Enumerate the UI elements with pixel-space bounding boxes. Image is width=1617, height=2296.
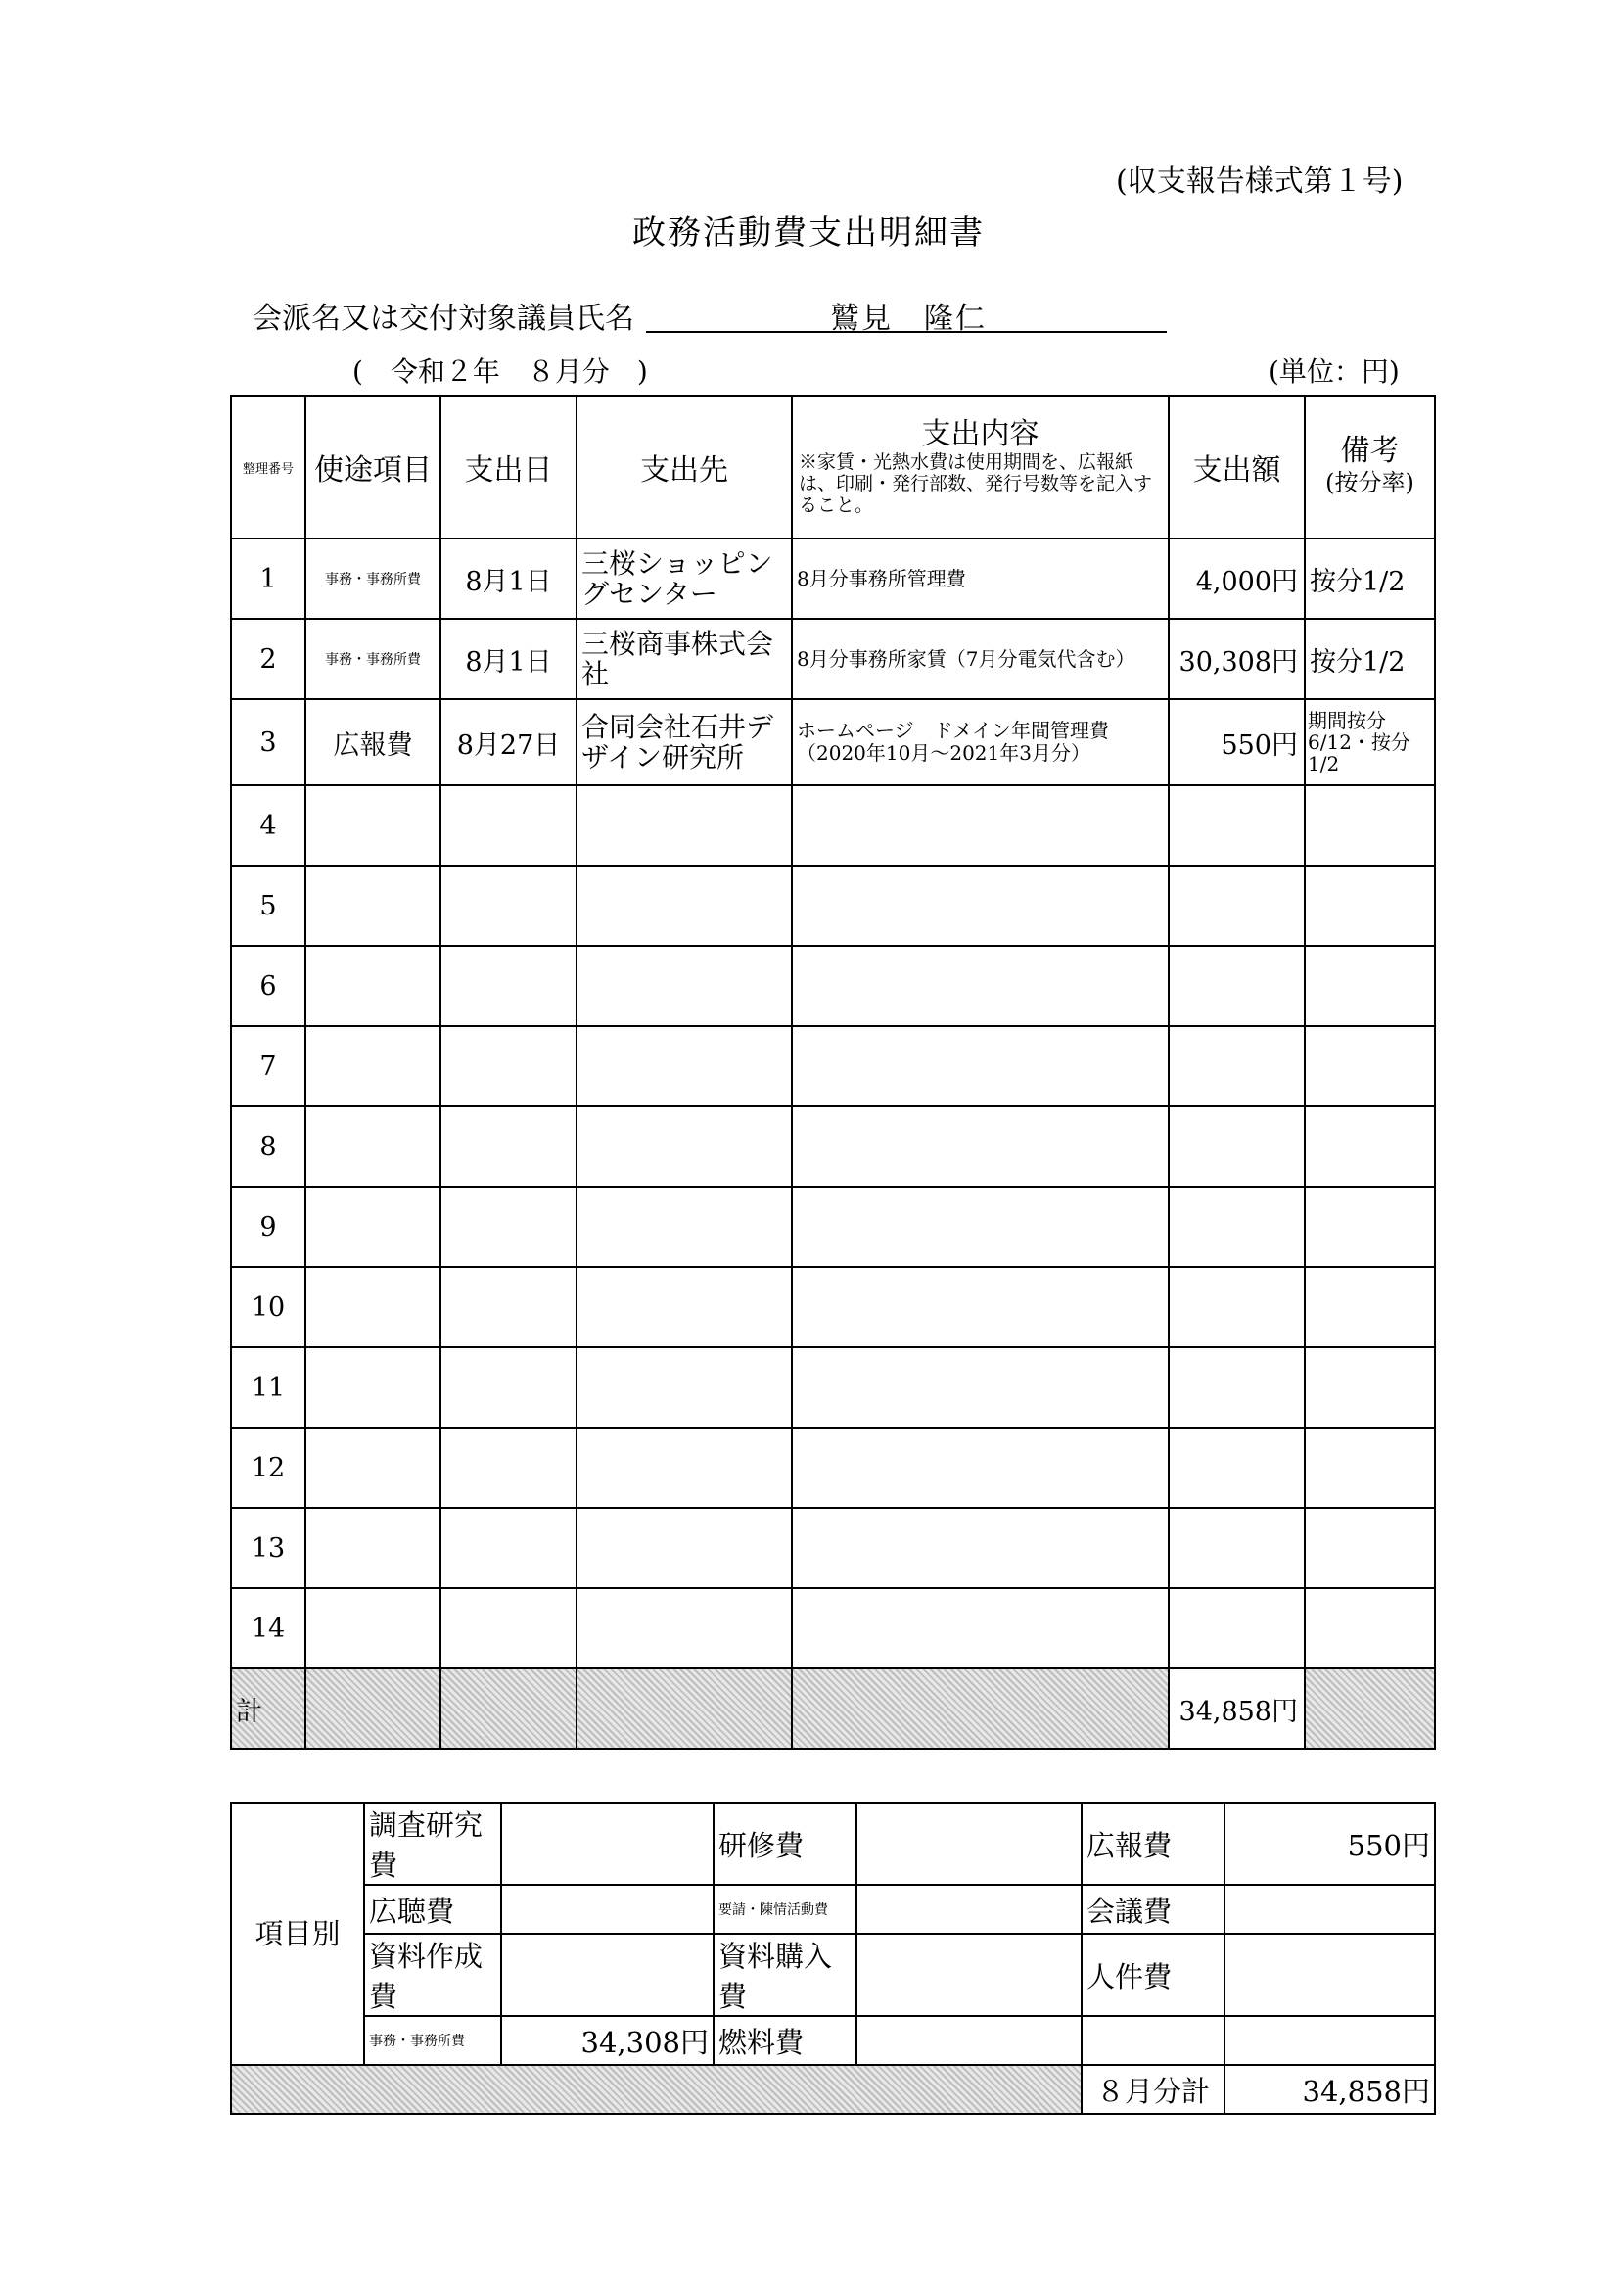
header-content-note: ※家賃・光熱水費は使用期間を、広報紙は、印刷・発行部数、発行号数等を記入すること。 bbox=[799, 451, 1153, 516]
row-content bbox=[792, 1187, 1169, 1267]
row-payee bbox=[577, 1187, 792, 1267]
header-no: 整理番号 bbox=[231, 396, 305, 539]
summary-row bbox=[231, 1885, 1435, 1934]
row-amount bbox=[1169, 1026, 1305, 1106]
row-category bbox=[305, 946, 440, 1026]
row-remarks bbox=[1305, 1588, 1435, 1668]
total-shaded-cell bbox=[440, 1668, 577, 1749]
period-label: ( 令和２年 ８月分 ) bbox=[352, 355, 648, 388]
total-shaded-cell bbox=[792, 1668, 1169, 1749]
by-category-label: 項目別 bbox=[231, 1803, 364, 2065]
row-no: 6 bbox=[231, 946, 305, 1026]
summary-value bbox=[856, 2016, 1082, 2065]
row-remarks bbox=[1305, 1347, 1435, 1428]
summary-value: 550円 bbox=[1224, 1803, 1435, 1885]
header-remarks-sub: (按分率) bbox=[1325, 469, 1414, 496]
row-content bbox=[792, 1026, 1169, 1106]
row-remarks bbox=[1305, 1428, 1435, 1508]
table-row bbox=[231, 1588, 1435, 1668]
row-date bbox=[440, 1428, 577, 1508]
table-row bbox=[231, 785, 1435, 866]
row-payee bbox=[577, 1026, 792, 1106]
row-date bbox=[440, 1187, 577, 1267]
row-category: 事務・事務所費 bbox=[305, 619, 440, 699]
row-no: 3 bbox=[231, 699, 305, 785]
row-remarks: 期間按分6/12・按分1/2 bbox=[1305, 699, 1435, 785]
header-category: 使途項目 bbox=[305, 396, 440, 539]
row-date bbox=[440, 866, 577, 946]
row-amount bbox=[1169, 946, 1305, 1026]
table-row bbox=[231, 866, 1435, 946]
summary-label: 燃料費 bbox=[714, 2016, 856, 2065]
name-value: 鷲見 隆仁 bbox=[830, 302, 987, 336]
row-content: 8月分事務所家賃（7月分電気代含む） bbox=[792, 619, 1169, 699]
total-shaded-cell bbox=[305, 1668, 440, 1749]
row-no: 12 bbox=[231, 1428, 305, 1508]
row-date bbox=[440, 1267, 577, 1347]
page-title: 政務活動費支出明細書 bbox=[632, 213, 985, 253]
summary-value bbox=[1224, 1885, 1435, 1934]
row-payee bbox=[577, 1508, 792, 1588]
row-content bbox=[792, 1106, 1169, 1187]
name-label: 会派名又は交付対象議員氏名 bbox=[253, 302, 634, 336]
form-number: (収支報告様式第１号) bbox=[1116, 164, 1404, 199]
row-category bbox=[305, 1588, 440, 1668]
summary-label: 資料作成費 bbox=[364, 1934, 501, 2016]
row-amount bbox=[1169, 1267, 1305, 1347]
row-category bbox=[305, 1347, 440, 1428]
category-summary-table bbox=[230, 1802, 1436, 2115]
header-content bbox=[792, 396, 1169, 539]
table-row bbox=[231, 1026, 1435, 1106]
row-content bbox=[792, 1428, 1169, 1508]
summary-shaded-cell bbox=[231, 2065, 1082, 2114]
row-remarks bbox=[1305, 866, 1435, 946]
row-date: 8月1日 bbox=[440, 619, 577, 699]
row-no: 11 bbox=[231, 1347, 305, 1428]
row-payee bbox=[577, 1347, 792, 1428]
row-content bbox=[792, 785, 1169, 866]
summary-value: 34,308円 bbox=[501, 2016, 714, 2065]
summary-value bbox=[856, 1934, 1082, 2016]
row-remarks bbox=[1305, 946, 1435, 1026]
row-amount bbox=[1169, 785, 1305, 866]
row-remarks: 按分1/2 bbox=[1305, 619, 1435, 699]
row-content: 8月分事務所管理費 bbox=[792, 539, 1169, 619]
row-no: 4 bbox=[231, 785, 305, 866]
summary-label: 人件費 bbox=[1082, 1934, 1224, 2016]
row-category bbox=[305, 1106, 440, 1187]
summary-row bbox=[231, 1934, 1435, 2016]
summary-empty-label bbox=[1082, 2016, 1224, 2065]
summary-value bbox=[856, 1803, 1082, 1885]
table-row bbox=[231, 1508, 1435, 1588]
row-date bbox=[440, 1026, 577, 1106]
summary-value bbox=[501, 1885, 714, 1934]
table-row bbox=[231, 1267, 1435, 1347]
row-category bbox=[305, 866, 440, 946]
row-date bbox=[440, 1106, 577, 1187]
unit-label: (単位：円) bbox=[1269, 355, 1400, 388]
summary-value bbox=[856, 1885, 1082, 1934]
row-date bbox=[440, 1508, 577, 1588]
row-content bbox=[792, 1267, 1169, 1347]
header-amount: 支出額 bbox=[1169, 396, 1305, 539]
table-row bbox=[231, 946, 1435, 1026]
summary-label: 資料購入費 bbox=[714, 1934, 856, 2016]
row-payee: 三桜商事株式会社 bbox=[577, 619, 792, 699]
summary-label: 広聴費 bbox=[364, 1885, 501, 1934]
row-amount bbox=[1169, 866, 1305, 946]
summary-total-row bbox=[231, 2065, 1435, 2114]
expense-table bbox=[230, 395, 1436, 1750]
row-date bbox=[440, 1588, 577, 1668]
total-label: 計 bbox=[231, 1668, 305, 1749]
total-amount: 34,858円 bbox=[1169, 1668, 1305, 1749]
row-payee: 合同会社石井デザイン研究所 bbox=[577, 699, 792, 785]
row-no: 14 bbox=[231, 1588, 305, 1668]
row-content bbox=[792, 1347, 1169, 1428]
row-remarks bbox=[1305, 1187, 1435, 1267]
row-content: ホームページ ドメイン年間管理費（2020年10月～2021年3月分） bbox=[792, 699, 1169, 785]
row-amount: 30,308円 bbox=[1169, 619, 1305, 699]
row-amount bbox=[1169, 1588, 1305, 1668]
table-row bbox=[231, 699, 1435, 785]
row-date: 8月1日 bbox=[440, 539, 577, 619]
table-row bbox=[231, 1187, 1435, 1267]
header-remarks bbox=[1305, 396, 1435, 539]
row-amount bbox=[1169, 1106, 1305, 1187]
row-amount bbox=[1169, 1347, 1305, 1428]
row-content bbox=[792, 946, 1169, 1026]
row-content bbox=[792, 1588, 1169, 1668]
header-payee: 支出先 bbox=[577, 396, 792, 539]
row-no: 13 bbox=[231, 1508, 305, 1588]
row-category bbox=[305, 1187, 440, 1267]
header-remarks-title: 備考 bbox=[1340, 434, 1400, 468]
row-payee bbox=[577, 946, 792, 1026]
row-payee bbox=[577, 1588, 792, 1668]
row-remarks bbox=[1305, 1106, 1435, 1187]
row-remarks bbox=[1305, 1267, 1435, 1347]
table-row bbox=[231, 539, 1435, 619]
table-row bbox=[231, 1347, 1435, 1428]
row-category bbox=[305, 1508, 440, 1588]
row-no: 10 bbox=[231, 1267, 305, 1347]
row-payee: 三桜ショッピングセンター bbox=[577, 539, 792, 619]
row-category: 広報費 bbox=[305, 699, 440, 785]
row-amount bbox=[1169, 1428, 1305, 1508]
row-no: 7 bbox=[231, 1026, 305, 1106]
summary-value bbox=[1224, 1934, 1435, 2016]
summary-label: 要請・陳情活動費 bbox=[714, 1885, 856, 1934]
summary-label: 会議費 bbox=[1082, 1885, 1224, 1934]
row-no: 8 bbox=[231, 1106, 305, 1187]
summary-value bbox=[501, 1934, 714, 2016]
summary-label: 研修費 bbox=[714, 1803, 856, 1885]
row-date bbox=[440, 785, 577, 866]
month-total-label: ８月分計 bbox=[1082, 2065, 1224, 2114]
row-date bbox=[440, 1347, 577, 1428]
summary-value bbox=[501, 1803, 714, 1885]
row-content bbox=[792, 1508, 1169, 1588]
row-amount: 4,000円 bbox=[1169, 539, 1305, 619]
table-header-row bbox=[231, 396, 1435, 539]
row-category bbox=[305, 1026, 440, 1106]
row-payee bbox=[577, 866, 792, 946]
month-total-value: 34,858円 bbox=[1224, 2065, 1435, 2114]
summary-label: 事務・事務所費 bbox=[364, 2016, 501, 2065]
summary-row bbox=[231, 2016, 1435, 2065]
row-no: 5 bbox=[231, 866, 305, 946]
row-amount: 550円 bbox=[1169, 699, 1305, 785]
row-category bbox=[305, 1428, 440, 1508]
row-no: 2 bbox=[231, 619, 305, 699]
summary-row bbox=[231, 1803, 1435, 1885]
row-remarks bbox=[1305, 1026, 1435, 1106]
total-shaded-cell bbox=[1305, 1668, 1435, 1749]
header-content-title: 支出内容 bbox=[921, 417, 1040, 451]
total-shaded-cell bbox=[577, 1668, 792, 1749]
summary-empty-value bbox=[1224, 2016, 1435, 2065]
row-no: 9 bbox=[231, 1187, 305, 1267]
summary-label: 調査研究費 bbox=[364, 1803, 501, 1885]
row-remarks: 按分1/2 bbox=[1305, 539, 1435, 619]
row-content bbox=[792, 866, 1169, 946]
row-category bbox=[305, 785, 440, 866]
row-no: 1 bbox=[231, 539, 305, 619]
row-payee bbox=[577, 1267, 792, 1347]
table-row bbox=[231, 1428, 1435, 1508]
row-category: 事務・事務所費 bbox=[305, 539, 440, 619]
row-payee bbox=[577, 1428, 792, 1508]
row-remarks bbox=[1305, 1508, 1435, 1588]
row-category bbox=[305, 1267, 440, 1347]
summary-label: 広報費 bbox=[1082, 1803, 1224, 1885]
row-payee bbox=[577, 1106, 792, 1187]
total-row bbox=[231, 1668, 1435, 1749]
table-row bbox=[231, 1106, 1435, 1187]
row-date bbox=[440, 946, 577, 1026]
row-payee bbox=[577, 785, 792, 866]
header-date: 支出日 bbox=[440, 396, 577, 539]
table-row bbox=[231, 619, 1435, 699]
row-date: 8月27日 bbox=[440, 699, 577, 785]
row-amount bbox=[1169, 1508, 1305, 1588]
row-amount bbox=[1169, 1187, 1305, 1267]
row-remarks bbox=[1305, 785, 1435, 866]
